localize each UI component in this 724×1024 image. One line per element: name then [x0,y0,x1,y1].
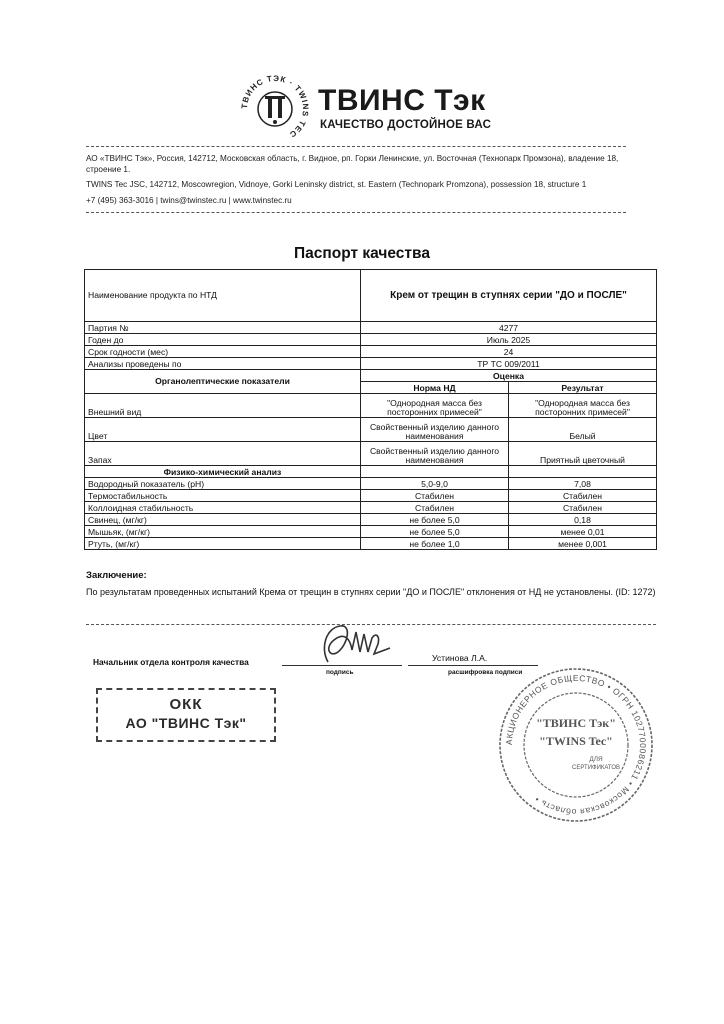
info-label: Срок годности (мес) [85,346,361,358]
brand-slogan: КАЧЕСТВО ДОСТОЙНОЕ ВАС [320,119,492,131]
param-result: Приятный цветочный [509,442,657,466]
param-label: Цвет [85,418,361,442]
table-row [85,322,657,334]
param-label: Водородный показатель (pH) [85,478,361,490]
param-label: Мышьяк, (мг/кг) [85,526,361,538]
norm-header: Норма НД [361,382,509,394]
table-row [85,418,657,442]
table-row [85,394,657,418]
info-label: Анализы проведены по [85,358,361,370]
emblem-ring-text: ТВИНС ТЭК · TWINS TEC [240,74,310,140]
table-row [85,502,657,514]
param-label: Коллоидная стабильность [85,502,361,514]
seal-center-line2: "TWINS Tec" [539,734,613,748]
signer-name: Устинова Л.А. [432,653,488,663]
param-norm: Свойственный изделию данного наименования [361,418,509,442]
table-row [85,370,657,382]
param-result: 0,18 [509,514,657,526]
address-en: TWINS Tec JSC, 142712, Moscowregion, Vidnoye, Gorki Leninsky district, st. Eastern (Technopark Promzona), possession 18, structure 1 [86,180,587,189]
table-row [85,442,657,466]
page-title: Паспорт качества [294,245,430,262]
param-result: "Однородная масса без посторонних примесей" [509,394,657,418]
param-result: 7,08 [509,478,657,490]
table-row [85,358,657,370]
table-row [85,538,657,550]
param-label: Запах [85,442,361,466]
table-row [85,514,657,526]
info-label: Годен до [85,334,361,346]
signature-caption: подпись [326,669,354,676]
param-norm: Свойственный изделию данного наименования [361,442,509,466]
param-label: Свинец, (мг/кг) [85,514,361,526]
table-row [85,478,657,490]
conclusion-text: По результатам проведенных испытаний Крема от трещин в ступнях серии "ДО и ПОСЛЕ" отклонения от НД не установлены. (ID: 1272) [86,587,656,597]
param-norm: 5,0-9,0 [361,478,509,490]
seal-center-line3: ДЛЯ [589,756,603,763]
param-norm: Стабилен [361,490,509,502]
param-norm: не более 1,0 [361,538,509,550]
organoleptic-header: Органолептические показатели [85,370,361,394]
header-divider [86,146,626,147]
physchem-header: Физико-химический анализ [85,466,361,478]
okk-stamp-line2: АО "ТВИНС Тэк" [125,715,247,731]
param-result: Белый [509,418,657,442]
contacts: +7 (495) 363-3016 | twins@twinstec.ru | www.twinstec.ru [86,196,292,205]
table-row [85,346,657,358]
info-value: 24 [361,346,657,358]
okk-stamp [96,688,276,742]
param-result: Стабилен [509,502,657,514]
company-emblem-icon [240,74,310,144]
product-row [85,270,657,322]
info-value: ТР ТС 009/2011 [361,358,657,370]
table-row [85,490,657,502]
param-label: Внешний вид [85,394,361,418]
name-caption: расшифровка подписи [448,669,523,676]
quality-table [84,269,657,550]
seal-ring-text: АКЦИОНЕРНОЕ ОБЩЕСТВО • ОГРН 1027700086211 • Московская область • [503,672,649,818]
seal-center-line1: "ТВИНС Тэк" [536,716,616,730]
address-ru: АО «ТВИНС Тэк», Россия, 142712, Московская область, г. Видное, рп. Горки Ленинские, ул. Восточная (Технопарк Промзона), владение 18, строение 1. [86,154,619,174]
table-row [85,334,657,346]
brand-title: ТВИНС Тэк [318,84,486,117]
assessment-header: Оценка [361,370,657,382]
param-norm: не более 5,0 [361,514,509,526]
header-divider-bottom [86,212,626,213]
svg-text:ТВИНС ТЭК · TWINS TEC [240,74,310,140]
result-header: Результат [509,382,657,394]
param-label: Ртуть, (мг/кг) [85,538,361,550]
param-result: менее 0,001 [509,538,657,550]
seal-center-line4: СЕРТИФИКАТОВ [571,765,621,771]
info-value: 4277 [361,322,657,334]
info-label: Партия № [85,322,361,334]
param-norm: не более 5,0 [361,526,509,538]
table-row [85,526,657,538]
signature-line [282,665,402,666]
param-norm: "Однородная масса без посторонних примесей" [361,394,509,418]
product-value: Крем от трещин в ступнях серии "ДО и ПОСЛЕ" [361,270,657,322]
table-row [85,466,657,478]
param-label: Термостабильность [85,490,361,502]
company-seal-icon [496,665,656,825]
conclusion-heading: Заключение: [86,570,147,581]
param-norm: Стабилен [361,502,509,514]
product-label: Наименование продукта по НТД [85,270,361,322]
info-value: Июль 2025 [361,334,657,346]
signer-role: Начальник отдела контроля качества [93,657,249,667]
param-result: Стабилен [509,490,657,502]
okk-stamp-line1: ОКК [169,696,203,713]
param-result: менее 0,01 [509,526,657,538]
